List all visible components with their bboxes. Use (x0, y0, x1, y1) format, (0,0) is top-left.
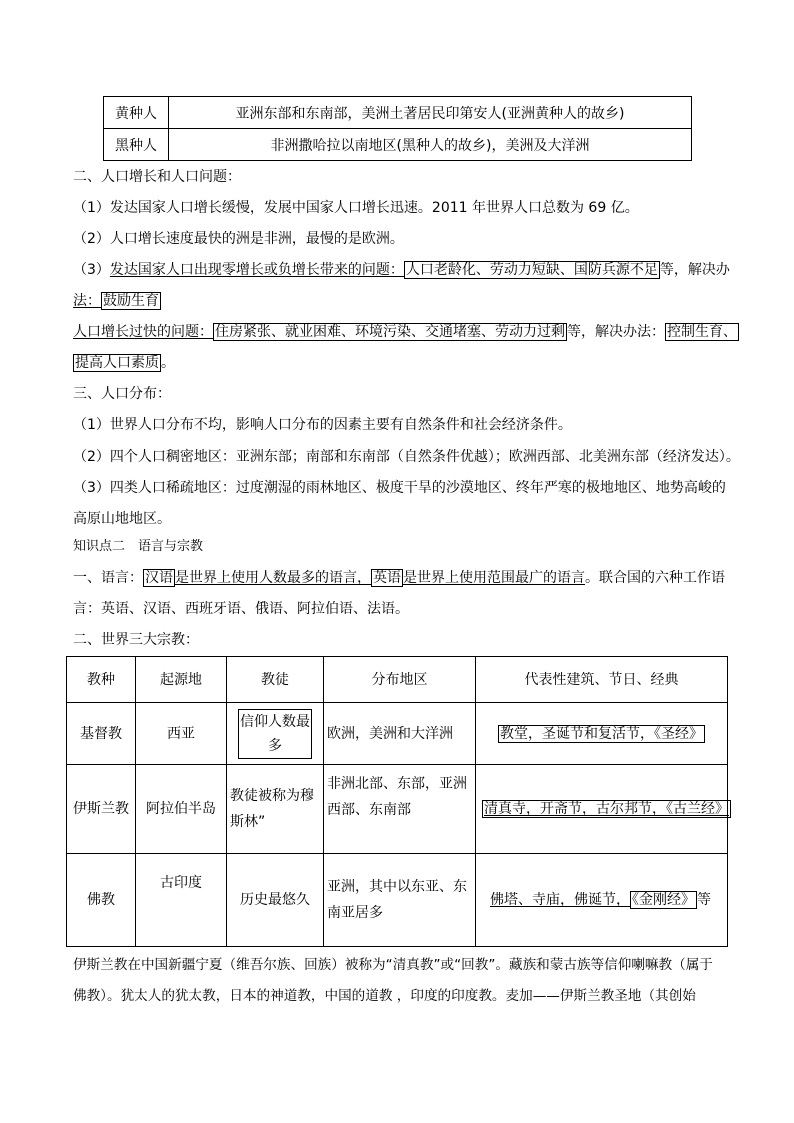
text: 非洲北部、东部，亚洲 (327, 776, 467, 792)
text: 多 (268, 737, 282, 754)
table-row (67, 703, 728, 765)
boxed-answer: 鼓励生育 (103, 293, 159, 309)
text: 亚洲，其中以东亚、东 (327, 879, 467, 895)
paragraph: （1）世界人口分布不均，影响人口分布的因素主要有自然条件和社会经济条件。 (73, 417, 572, 433)
text: 等，解决办法： (567, 324, 665, 340)
underlined-text: 发达国家人口出现零增长或负增长带来的问题： (109, 262, 404, 278)
religion-believers (227, 703, 324, 765)
text: 南亚居多 (327, 905, 383, 921)
table-row (67, 854, 728, 947)
column-header: 教徒 (227, 657, 324, 703)
paragraph: （1）发达国家人口增长缓慢，发展中国家人口增长迅速。2011 年世界人口总数为 69 亿。 (73, 200, 639, 216)
boxed-answer: 控制生育、 (667, 324, 737, 340)
text: 西部、东南部 (327, 802, 411, 818)
text: 等，解决办 (659, 262, 730, 278)
paragraph: 言：英语、汉语、西班牙语、俄语、阿拉伯语、法语。 (73, 601, 409, 617)
paragraph: 伊斯兰教在中国新疆宁夏（维吾尔族、回族）被称为“清真教”或“回教”。藏族和蒙古族等信仰喇嘛教（属于 (73, 957, 713, 973)
religion-representative (476, 854, 728, 947)
paragraph: 高原山地地区。 (73, 511, 171, 527)
religion-table (66, 656, 728, 947)
religion-origin: 西亚 (136, 703, 227, 765)
paragraph (73, 260, 730, 280)
religion-origin: 古印度 (136, 854, 227, 947)
text: 教徒被称为穆 (230, 788, 314, 804)
table-row (104, 97, 692, 129)
column-header: 分布地区 (324, 657, 476, 703)
religion-name: 基督教 (67, 703, 136, 765)
section-heading: 二、人口增长和人口问题： (73, 169, 241, 185)
religion-name: 伊斯兰教 (67, 765, 136, 854)
race-cell: 黑种人 (104, 129, 169, 161)
text: （3） (73, 262, 110, 278)
religion-region: 欧洲，美洲和大洋洲 (324, 703, 476, 765)
religion-representative (476, 703, 728, 765)
text: 等 (697, 892, 711, 908)
underlined-text: 法： (73, 293, 101, 309)
religion-believers: 历史最悠久 (227, 854, 324, 947)
religion-name: 佛教 (67, 854, 136, 947)
race-desc-cell: 亚洲东部和东南部，美洲土著居民印第安人(亚洲黄种人的故乡) (169, 97, 692, 129)
underlined-text: 是世界上使用范围最广的语言 (403, 570, 585, 586)
religion-origin: 阿拉伯半岛 (136, 765, 227, 854)
boxed-answer: 汉语 (145, 570, 173, 586)
boxed-answer (238, 709, 312, 759)
section-heading: 三、人口分布： (73, 386, 171, 402)
religion-region (324, 765, 476, 854)
knowledge-point-title: 知识点二 语言与宗教 (73, 539, 204, 554)
paragraph (73, 568, 725, 588)
boxed-answer: 住房紧张、就业困难、环境污染、交通堵塞、劳动力过剩 (215, 324, 565, 340)
column-header: 代表性建筑、节日、经典 (476, 657, 728, 703)
paragraph (73, 322, 739, 342)
text: 。 (161, 355, 175, 371)
paragraph (73, 291, 161, 311)
column-header: 起源地 (136, 657, 227, 703)
table-row (67, 765, 728, 854)
text: 。联合国的六种工作语 (585, 570, 725, 586)
paragraph (73, 353, 175, 373)
religion-region (324, 854, 476, 947)
paragraph: （3）四类人口稀疏地区：过度潮湿的雨林地区、极度干旱的沙漠地区、终年严寒的极地地区、地势高峻的 (73, 480, 726, 496)
boxed-answer: 教堂，圣诞节和复活节，《圣经》 (500, 725, 703, 742)
religion-believers (227, 765, 324, 854)
underlined-text: 是世界上使用人数最多的语言， (175, 570, 371, 586)
underlined-text: 人口增长过快的问题： (73, 324, 213, 340)
paragraph: 佛教）。犹太人的犹太教，日本的神道教，中国的道教 ，印度的印度教。麦加——伊斯兰教圣地（其创始 (73, 988, 696, 1004)
text: 斯林” (230, 814, 266, 830)
race-desc-cell: 非洲撒哈拉以南地区(黑种人的故乡)，美洲及大洋洲 (169, 129, 692, 161)
paragraph: （2）人口增长速度最快的洲是非洲，最慢的是欧洲。 (73, 231, 404, 247)
section-heading: 二、世界三大宗教： (73, 632, 199, 648)
boxed-answer: 《金刚经》 (632, 892, 695, 908)
boxed-answer: 英语 (373, 570, 401, 586)
race-cell: 黄种人 (104, 97, 169, 129)
boxed-answer: 清真寺，开斋节，古尔邦节，《古兰经》 (484, 801, 729, 817)
table-row (104, 129, 692, 161)
column-header: 教种 (67, 657, 136, 703)
text: 一、语言： (73, 570, 143, 586)
religion-representative (476, 765, 728, 854)
paragraph: （2）四个人口稠密地区：亚洲东部；南部和东南部（自然条件优越）；欧洲西部、北美洲东部（经济发达）。 (73, 449, 740, 465)
underlined-text: 佛塔、寺庙，佛诞节， (490, 892, 630, 908)
table-header-row (67, 657, 728, 703)
text: 信仰人数最 (240, 713, 310, 730)
boxed-answer: 人口老龄化、劳动力短缺、国防兵源不足 (405, 262, 658, 278)
race-table (103, 96, 692, 161)
boxed-answer: 提高人口素质 (75, 355, 159, 371)
